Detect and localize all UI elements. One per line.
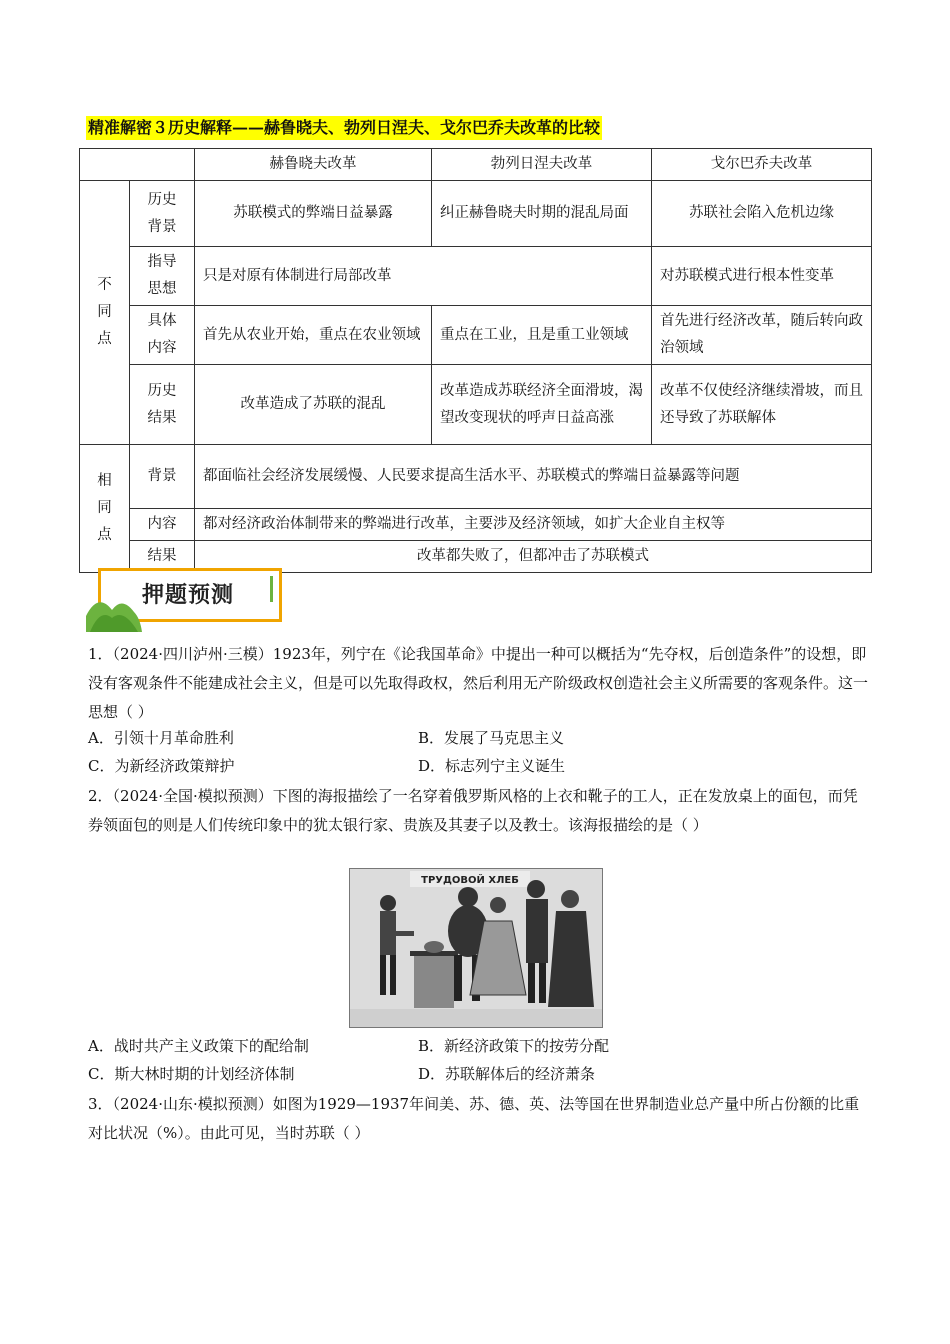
header-gorbachev: 戈尔巴乔夫改革 [652,149,872,181]
poster-caption: ТРУДОВОЙ ХЛЕБ [421,875,519,886]
table-header-row [80,149,872,181]
cell-content-gorbachev: 首先进行经济改革，随后转向政治领域 [652,306,872,365]
section-heading: 精准解密３历史解释——赫鲁晓夫、勃列日涅夫、戈尔巴乔夫改革的比较 [86,116,602,140]
cell-result-gorbachev: 改革不仅使经济继续滑坡，而且还导致了苏联解体 [652,365,872,445]
question-1-text: 1．（2024·四川泸州·三模）1923年，列宁在《论我国革命》中提出一种可以概括为“先夺权，后创造条件”的设想，即没有客观条件不能建成社会主义，但是可以先取得政权，然后利用无产阶级政权创造社会主义所需要的客观条件。这一思想（ ） [88,645,869,721]
table-row [80,306,872,365]
table-row [80,247,872,306]
table-row [80,181,872,247]
q2-option-a[interactable]: A．战时共产主义政策下的配给制 [88,1037,309,1055]
cell-content-brezhnev: 重点在工业，且是重工业领域 [432,306,652,365]
cell-same-background: 都面临社会经济发展缓慢、人民要求提高生活水平、苏联模式的弊端日益暴露等问题 [195,445,872,509]
row-label-guide: 指导 思想 [130,247,195,306]
comparison-table [79,148,872,573]
row-label-result: 历史 结果 [130,365,195,445]
row-label-same-result: 结果 [130,541,195,573]
cell-same-content: 都对经济政治体制带来的弊端进行改革，主要涉及经济领域，如扩大企业自主权等 [195,509,872,541]
cell-result-khrushchev: 改革造成了苏联的混乱 [195,365,432,445]
banner-accent-icon [268,576,278,602]
table-row [80,445,872,509]
cell-content-khrushchev: 首先从农业开始，重点在农业领域 [195,306,432,365]
cell-bg-brezhnev: 纠正赫鲁晓夫时期的混乱局面 [432,181,652,247]
q1-option-d[interactable]: D．标志列宁主义诞生 [418,757,566,775]
header-khrushchev: 赫鲁晓夫改革 [195,149,432,181]
q1-option-c[interactable]: C．为新经济政策辩护 [88,757,235,775]
question-2-text: 2．（2024·全国·模拟预测）下图的海报描绘了一名穿着俄罗斯风格的上衣和靴子的工人，正在发放桌上的面包，而凭券领面包的则是人们传统印象中的犹太银行家、贵族及其妻子以及教士。该海报描绘的是（ ） [88,787,858,834]
cell-result-brezhnev: 改革造成苏联经济全面滑坡，渴望改变现状的呼声日益高涨 [432,365,652,445]
table-row [80,365,872,445]
q2-option-c[interactable]: C．斯大林时期的计划经济体制 [88,1065,295,1083]
q2-option-b[interactable]: B．新经济政策下的按劳分配 [418,1037,610,1055]
row-label-background: 历史 背景 [130,181,195,247]
cell-same-result: 改革都失败了，但都冲击了苏联模式 [195,541,872,573]
section-banner [86,558,301,634]
q2-option-d[interactable]: D．苏联解体后的经济萧条 [418,1065,596,1083]
q1-option-b[interactable]: B．发展了马克思主义 [418,729,565,747]
question-3-text: 3．（2024·山东·模拟预测）如图为1929—1937年间美、苏、德、英、法等国在世界制造业总产量中所占份额的比重对比状况（%）。由此可见，当时苏联（ ） [88,1095,860,1142]
cell-guide-khrushchev-brezhnev: 只是对原有体制进行局部改革 [195,247,652,306]
banner-title: 押题预测 [142,583,235,608]
q1-option-a[interactable]: A．引领十月革命胜利 [88,729,234,747]
cell-bg-gorbachev: 苏联社会陷入危机边缘 [652,181,872,247]
row-label-same-background: 背景 [130,445,195,509]
cell-bg-khrushchev: 苏联模式的弊端日益暴露 [195,181,432,247]
header-blank-cell [80,149,195,181]
row-label-same-content: 内容 [130,509,195,541]
table-row [80,509,872,541]
row-label-content: 具体 内容 [130,306,195,365]
poster-image [349,868,603,1028]
same-group-label: 相 同 点 [80,445,130,573]
cell-guide-gorbachev: 对苏联模式进行根本性变革 [652,247,872,306]
hill-icon [86,586,146,632]
diff-group-label: 不 同 点 [80,181,130,445]
header-brezhnev: 勃列日涅夫改革 [432,149,652,181]
